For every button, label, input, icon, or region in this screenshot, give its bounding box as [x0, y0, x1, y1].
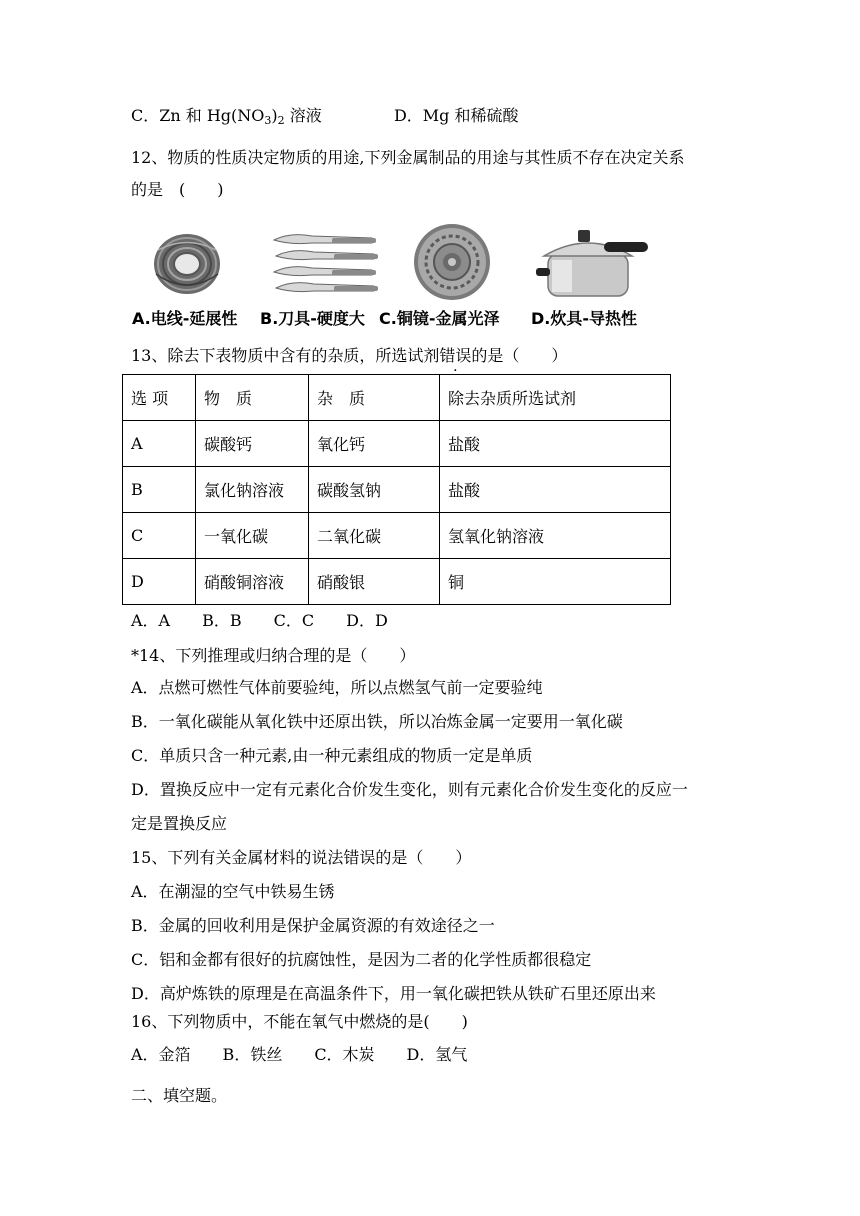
cell-reagent: 盐酸 [440, 421, 671, 467]
table-header-row [123, 375, 671, 421]
q13-table [122, 374, 671, 605]
cell-substance: 氯化钠溶液 [196, 467, 309, 513]
q13-stem: 13、除去下表物质中含有的杂质，所选试剂错误的是（ ） [131, 346, 568, 365]
q12-stem-line2: 的是 ( ) [131, 180, 224, 199]
q15-stem: 15、下列有关金属材料的说法错误的是（ ） [131, 848, 472, 867]
table-row [123, 513, 671, 559]
pressure-cooker-image [534, 224, 650, 306]
q11-option-c: C．Zn 和 $Hg(NO_3)_2$ 溶液 [131, 106, 322, 127]
q15-option-b: B．金属的回收利用是保护金属资源的有效途径之一 [131, 916, 495, 935]
cell-reagent: 铜 [440, 559, 671, 605]
table-row [123, 559, 671, 605]
wire-coil-image [150, 230, 224, 302]
section-heading: 二、填空题。 [131, 1086, 228, 1105]
q13-options: A．A B．B C．C D．D [131, 611, 388, 630]
q12-images [132, 222, 652, 330]
cell-substance: 碳酸钙 [196, 421, 309, 467]
header-reagent: 除去杂质所选试剂 [440, 375, 671, 421]
q12-caption-a: A.电线-延展性 [132, 309, 238, 328]
q12-stem-line1: 12、物质的性质决定物质的用途,下列金属制品的用途与其性质不存在决定关系 [131, 148, 685, 167]
q16-stem: 16、下列物质中，不能在氧气中燃烧的是( ) [131, 1012, 468, 1031]
q14-option-a: A．点燃可燃性气体前要验纯，所以点燃氢气前一定要验纯 [131, 678, 543, 697]
cell-option: D [123, 559, 196, 605]
q14-option-c: C．单质只含一种元素,由一种元素组成的物质一定是单质 [131, 746, 533, 765]
q12-caption-d: D.炊具-导热性 [531, 309, 638, 328]
bronze-mirror-image [410, 222, 494, 306]
cell-reagent: 盐酸 [440, 467, 671, 513]
q13-emphasis: 错误 [439, 346, 472, 365]
header-substance: 物 质 [196, 375, 309, 421]
q14-option-b: B．一氧化碳能从氧化铁中还原出铁，所以冶炼金属一定要用一氧化碳 [131, 712, 623, 731]
q14-stem: *14、下列推理或归纳合理的是（ ） [131, 646, 416, 665]
q11-options [131, 106, 518, 131]
cell-option: A [123, 421, 196, 467]
q12-caption-b: B.刀具-硬度大 [260, 309, 365, 328]
table-row [123, 467, 671, 513]
header-impurity: 杂 质 [309, 375, 440, 421]
cell-substance: 一氧化碳 [196, 513, 309, 559]
cell-substance: 硝酸铜溶液 [196, 559, 309, 605]
q12-caption-c: C.铜镜-金属光泽 [379, 309, 500, 328]
cell-impurity: 碳酸氢钠 [309, 467, 440, 513]
cell-option: C [123, 513, 196, 559]
q11-option-d: D．Mg 和稀硫酸 [393, 106, 519, 125]
cell-reagent: 氢氧化钠溶液 [440, 513, 671, 559]
cell-impurity: 二氧化碳 [309, 513, 440, 559]
cell-impurity: 硝酸银 [309, 559, 440, 605]
q15-option-a: A．在潮湿的空气中铁易生锈 [131, 882, 335, 901]
header-option: 选 项 [123, 375, 196, 421]
q14-option-d-line1: D．置换反应中一定有元素化合价发生变化，则有元素化合价发生变化的反应一 [131, 780, 688, 799]
q15-option-c: C．铝和金都有很好的抗腐蚀性，是因为二者的化学性质都很稳定 [131, 950, 592, 969]
cell-option: B [123, 467, 196, 513]
q15-option-d: D．高炉炼铁的原理是在高温条件下，用一氧化碳把铁从铁矿石里还原出来 [131, 984, 656, 1003]
q14-option-d-line2: 定是置换反应 [131, 814, 228, 833]
cell-impurity: 氧化钙 [309, 421, 440, 467]
q16-options: A．金箔 B．铁丝 C．木炭 D．氢气 [131, 1045, 468, 1064]
knives-image [272, 226, 380, 302]
table-row [123, 421, 671, 467]
